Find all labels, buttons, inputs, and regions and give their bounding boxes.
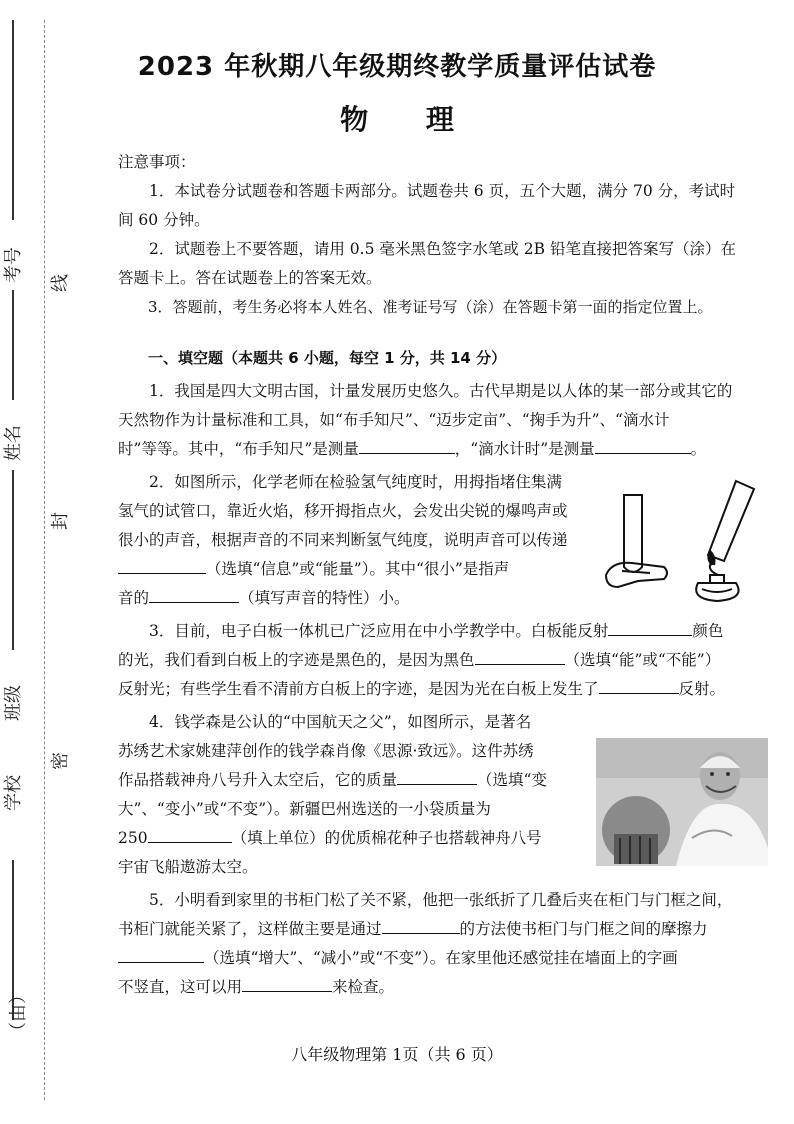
answer-blank[interactable]	[359, 435, 455, 454]
q1-line2: 天然物作为计量标准和工具，如“布手知尺”、“迈步定亩”、“掬手为升”、“滴水计	[118, 411, 670, 429]
q3-text-c: 的光，我们看到白板上的字迹是黑色的，是因为黑色	[118, 651, 475, 669]
q2-line2: 氢气的试管口，靠近火焰，移开拇指点火，会发出尖锐的爆鸣声或	[118, 502, 568, 520]
note-2a: 2．试题卷上不要答题，请用 0.5 毫米黑色签字水笔或 2B 铅笔直接把答案写（涂）在	[149, 240, 736, 258]
q2-text-b: 音的	[118, 589, 150, 607]
q5-line3	[118, 944, 772, 973]
q5-text-c: （选填“增大”、“减小”或“不变”）。在家里他还感觉挂在墙面上的字画	[204, 949, 678, 967]
q2-line5	[118, 584, 598, 613]
label-xian: 线	[50, 274, 71, 292]
label-edge: （由）	[8, 986, 29, 1040]
q5-text-e: 来检查。	[332, 978, 395, 996]
label-xuexiao: 学校	[3, 775, 24, 811]
label-kaohao: 考号	[3, 247, 24, 283]
q2-text-c: （填写声音的特性）小。	[239, 589, 410, 607]
alcohol-lamp-icon	[696, 481, 754, 601]
q4-line4: 大”、“变小”或“不变”）。新疆巴州选送的一小袋质量为	[118, 800, 491, 818]
q2-line1: 2．如图所示，化学老师在检验氢气纯度时，用拇指堵住集满	[149, 473, 562, 491]
answer-blank[interactable]	[599, 675, 679, 694]
q5-line4	[118, 973, 772, 1002]
answer-blank[interactable]	[397, 766, 477, 785]
binding-margin	[0, 0, 80, 1124]
test-tube-hand-icon	[606, 495, 667, 587]
label-feng: 封	[50, 512, 71, 530]
page-footer: 八年级物理第 1页（共 6 页）	[291, 1045, 503, 1064]
q4-text-a: 作品搭载神舟八号升入太空后，它的质量	[118, 771, 398, 789]
subject-title: 物 理	[340, 103, 478, 136]
note-3: 3．答题前，考生务必将本人姓名、准考证号写（涂）在答题卡第一面的指定位置上。	[148, 298, 713, 316]
q5-text-d: 不竖直，这可以用	[118, 978, 243, 996]
q5-text-a: 书柜门就能关紧了，这样做主要是通过	[118, 920, 382, 938]
q4-line6: 宇宙飞船遨游太空。	[118, 858, 258, 876]
q1-text-c: 。	[690, 440, 707, 458]
margin-rule	[12, 290, 14, 400]
section-heading: 一、填空题（本题共 6 小题，每空 1 分，共 14 分）	[148, 349, 507, 367]
q4-text-c: 250	[118, 829, 148, 847]
q3-line3	[118, 675, 772, 704]
q3-text-a: 3．目前，电子白板一体机已广泛应用在中小学教学中。白板能反射	[149, 622, 609, 640]
test-tube-figure	[598, 475, 766, 603]
q4-line1: 4．钱学森是公认的“中国航天之父”，如图所示，是著名	[149, 713, 532, 731]
answer-blank[interactable]	[608, 617, 692, 636]
q3-line2	[118, 646, 772, 675]
q4-line3	[118, 766, 588, 795]
q3-text-e: 反射光；有些学生看不清前方白板上的字迹，是因为光在白板上发生了	[118, 680, 599, 698]
binding-dashed-line	[44, 20, 45, 1100]
q1-line1: 1．我国是四大文明古国，计量发展历史悠久。古代早期是以人体的某一部分或其它的	[149, 382, 733, 400]
answer-blank[interactable]	[475, 646, 565, 665]
answer-blank[interactable]	[382, 915, 460, 934]
q2-line4	[118, 555, 598, 584]
label-mi: 密	[50, 752, 71, 770]
q3-text-b: 颜色	[692, 622, 724, 640]
q2-line3: 很小的声音，根据声音的不同来判断氢气纯度，说明声音可以传递	[118, 531, 568, 549]
q4-line2: 苏绣艺术家姚建萍创作的钱学森肖像《思源·致远》。这件苏绣	[118, 742, 534, 760]
exam-title: 2023 年秋期八年级期终教学质量评估试卷	[137, 52, 657, 82]
label-xingming: 姓名	[3, 425, 24, 461]
q1-line3	[118, 435, 772, 464]
notes-heading: 注意事项：	[118, 153, 196, 171]
q5-line2	[118, 915, 772, 944]
q4-text-b: （选填“变	[477, 771, 547, 789]
label-banji: 班级	[3, 685, 24, 721]
answer-blank[interactable]	[118, 555, 206, 574]
q3-text-f: 反射。	[678, 680, 726, 698]
note-2b: 答题卡上。答在试题卷上的答案无效。	[118, 269, 382, 287]
q1-text-a: 时”等等。其中，“布手知尺”是测量	[118, 440, 359, 458]
note-1b: 间 60 分钟。	[118, 211, 210, 229]
q3-line1	[118, 617, 772, 646]
q4-text-d: （填上单位）的优质棉花种子也搭载神舟八号	[231, 829, 542, 847]
answer-blank[interactable]	[242, 973, 332, 992]
q4-line5	[118, 824, 588, 853]
portrait-embroidery-image	[596, 738, 768, 866]
q5-text-b: 的方法使书柜门与门框之间的摩擦力	[459, 920, 708, 938]
q3-text-d: （选填“能”或“不能”）	[564, 651, 721, 669]
answer-blank[interactable]	[149, 584, 239, 603]
answer-blank[interactable]	[148, 824, 232, 843]
margin-rule	[12, 470, 14, 650]
answer-blank[interactable]	[595, 435, 691, 454]
q5-line1: 5．小明看到家里的书柜门松了关不紧，他把一张纸折了几叠后夹在柜门与门框之间，	[149, 891, 733, 909]
answer-blank[interactable]	[118, 944, 204, 963]
q2-text-a: （选填“信息”或“能量”）。其中“很小”是指声	[206, 560, 510, 578]
note-1a: 1．本试卷分试题卷和答题卡两部分。试题卷共 6 页，五个大题，满分 70 分，考试时	[149, 182, 736, 200]
q1-text-b: ，“滴水计时”是测量	[454, 440, 595, 458]
